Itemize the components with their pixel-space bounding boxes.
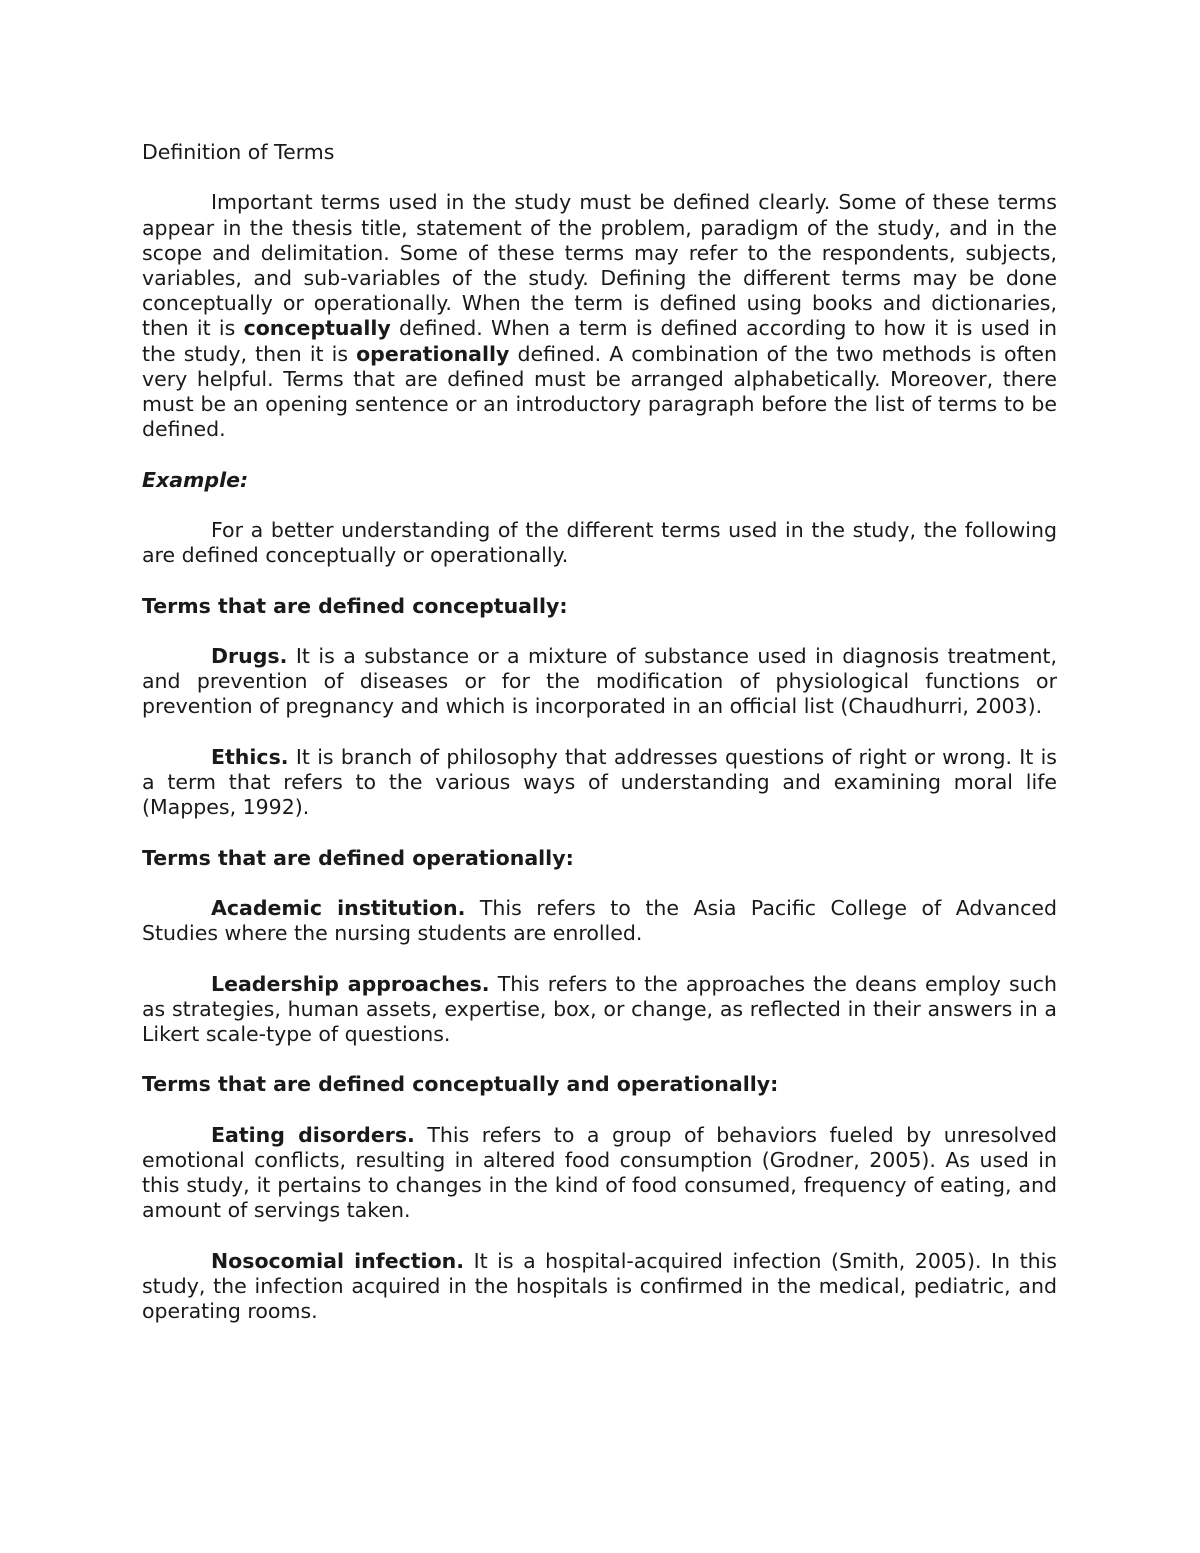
term-label: Drugs. [211,643,288,668]
term-label: Leadership approaches. [211,971,490,996]
intro-text-part2: defined. When a term is defined according to how it is used in the study, then it is [142,316,1057,366]
term-operationally: operationally [356,341,510,366]
section-heading-conceptual: Terms that are defined conceptually: [142,593,568,618]
term-label: Ethics. [211,744,289,769]
term-definition: It is a hospital-acquired infection (Smith, 2005). In this study, the infection acquired in the hospitals is confirmed in the medical, pediatric, and operating rooms. [142,1248,1057,1324]
term-definition: This refers to the Asia Pacific College of Advanced Studies where the nursing students are enrolled. [142,895,1057,946]
term-entry-academic-institution [142,896,1057,946]
term-label: Nosocomial infection. [211,1248,465,1273]
intro-paragraph [142,190,1057,442]
term-definition: It is branch of philosophy that addresses questions of right or wrong. It is a term that refers to the various ways of understanding and examining moral life (Mappes, 1992). [142,744,1057,820]
intro-text-part3: defined. A combination of the two methods is often very helpful. Terms that are defined must be arranged alphabetically. Moreover, there must be an opening sentence or an introductory paragraph before the list of terms to be defined. [142,341,1057,442]
term-definition: This refers to the approaches the deans employ such as strategies, human assets, expertise, box, or change, as reflected in their answers in a Likert scale-type of questions. [142,971,1057,1046]
document-title: Definition of Terms [142,140,335,164]
term-entry-leadership-approaches [142,972,1057,1048]
section-heading-operational: Terms that are defined operationally: [142,845,574,870]
section-heading-both: Terms that are defined conceptually and operationally: [142,1072,779,1097]
term-label: Academic institution. [211,895,466,920]
term-entry-drugs [142,644,1057,720]
term-entry-ethics [142,745,1057,821]
example-label: Example: [142,467,249,492]
term-label: Eating disorders. [211,1122,415,1147]
term-entry-nosocomial-infection [142,1249,1057,1325]
term-conceptually: conceptually [243,316,391,341]
document-page [142,140,1057,1324]
example-paragraph: For a better understanding of the different terms used in the study, the following are defined conceptually or operationally. [142,518,1057,568]
term-definition: It is a substance or a mixture of substance used in diagnosis treatment, and prevention of diseases or for the modification of physiological functions or prevention of pregnancy and which is incorporated in an official list (Chaudhurri, 2003). [142,643,1057,719]
term-definition: This refers to a group of behaviors fueled by unresolved emotional conflicts, resulting in altered food consumption (Grodner, 2005). As used in this study, it pertains to changes in the kind of food consumed, frequency of eating, and amount of servings taken. [142,1122,1058,1223]
intro-text-part1: Important terms used in the study must be defined clearly. Some of these terms appear in the thesis title, statement of the problem, paradigm of the study, and in the scope and delimitation. Some of these terms may refer to the respondents, subjects, variables, and sub-variables of the study. Defining the different terms may be done conceptually or operationally. When the term is defined using books and dictionaries, then it is [142,190,1057,341]
term-entry-eating-disorders [142,1123,1057,1224]
